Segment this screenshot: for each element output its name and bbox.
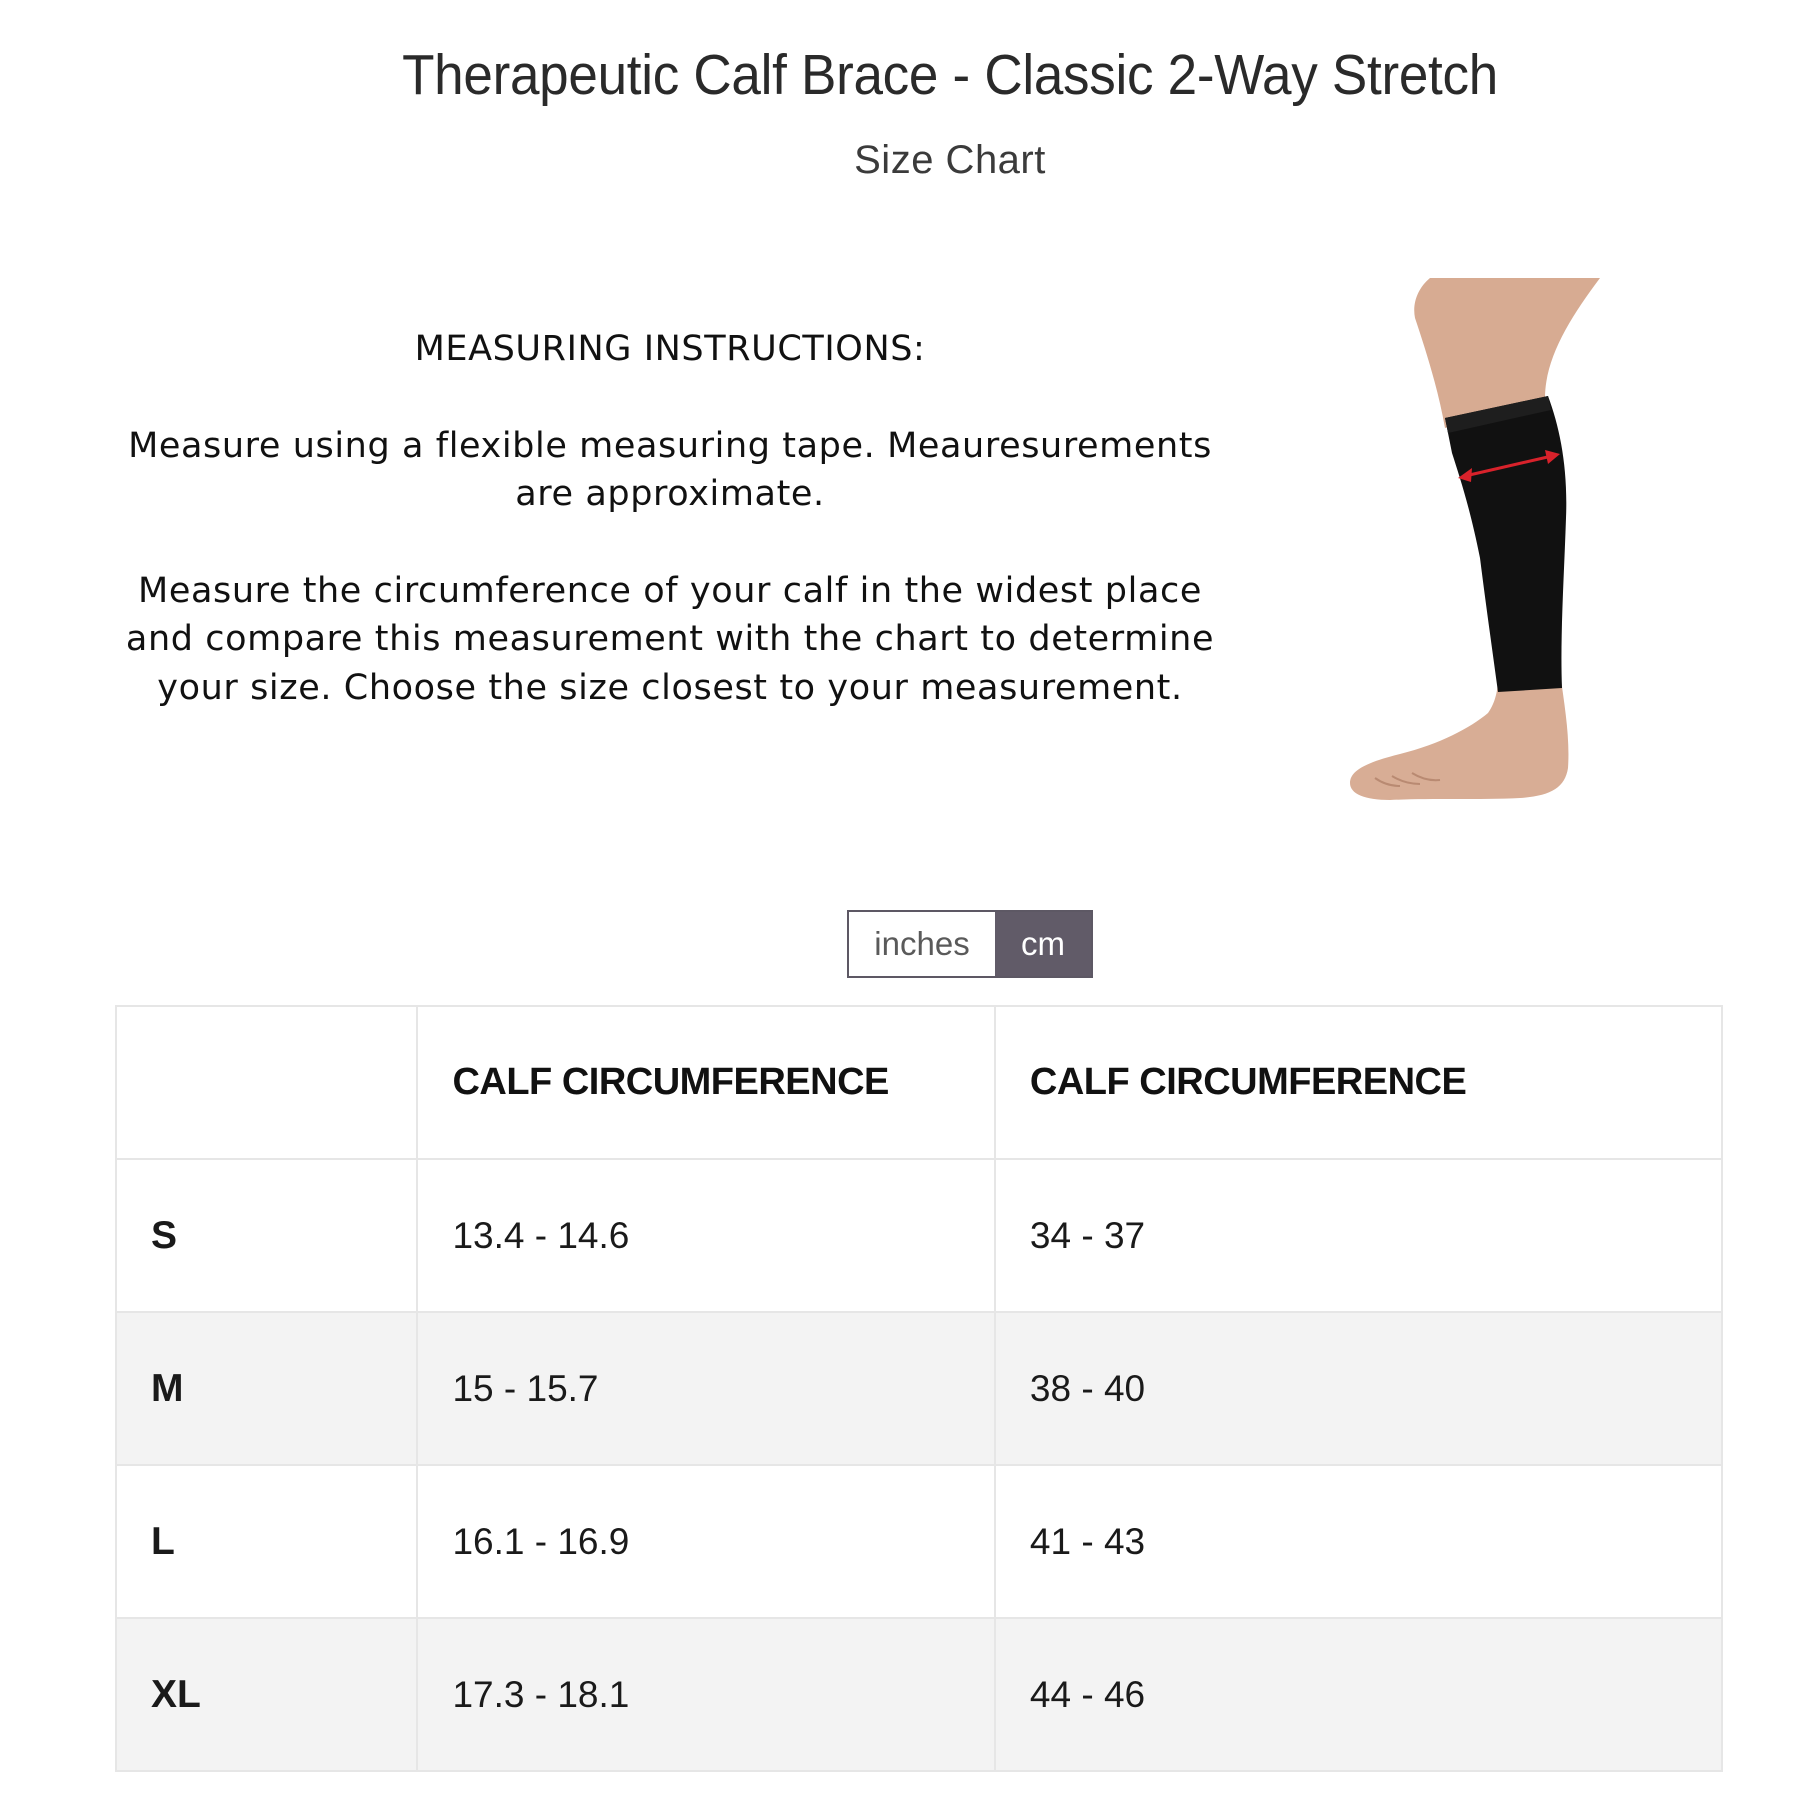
unit-option-cm[interactable]: cm (995, 912, 1091, 976)
leg-skin-foot (1350, 673, 1568, 800)
inches-cell: 17.3 - 18.1 (417, 1618, 994, 1771)
inches-cell: 13.4 - 14.6 (417, 1159, 994, 1312)
cm-cell: 44 - 46 (995, 1618, 1722, 1771)
inches-cell: 15 - 15.7 (417, 1312, 994, 1465)
size-cell: XL (116, 1618, 417, 1771)
size-cell: S (116, 1159, 417, 1312)
cm-cell: 38 - 40 (995, 1312, 1722, 1465)
calf-brace-leg-illustration (1320, 278, 1620, 818)
inches-cell: 16.1 - 16.9 (417, 1465, 994, 1618)
page-subtitle: Size Chart (854, 138, 1046, 182)
table-header-size (116, 1006, 417, 1159)
size-cell: L (116, 1465, 417, 1618)
table-header-row (116, 1006, 1722, 1159)
table-header-cm: CALF CIRCUMFERENCE (995, 1006, 1722, 1159)
cm-cell: 34 - 37 (995, 1159, 1722, 1312)
page-title: Therapeutic Calf Brace - Classic 2-Way Stretch (402, 43, 1498, 107)
table-row (116, 1465, 1722, 1618)
instructions-paragraph-1: Measure using a flexible measuring tape. Meauresurements are approximate. (128, 425, 1212, 514)
table-row (116, 1159, 1722, 1312)
table-row (116, 1312, 1722, 1465)
measuring-instructions (120, 325, 1220, 712)
instructions-heading: MEASURING INSTRUCTIONS: (414, 329, 926, 369)
size-cell: M (116, 1312, 417, 1465)
unit-toggle[interactable] (847, 910, 1093, 978)
table-row (116, 1618, 1722, 1771)
calf-sleeve (1445, 396, 1566, 692)
cm-cell: 41 - 43 (995, 1465, 1722, 1618)
unit-option-inches[interactable]: inches (849, 912, 995, 976)
instructions-paragraph-2: Measure the circumference of your calf in the widest place and compare this measurement with the chart to determine your size. Choose the size closest to your measurement. (125, 570, 1215, 708)
table-header-inches: CALF CIRCUMFERENCE (417, 1006, 994, 1159)
size-table (115, 1005, 1723, 1772)
